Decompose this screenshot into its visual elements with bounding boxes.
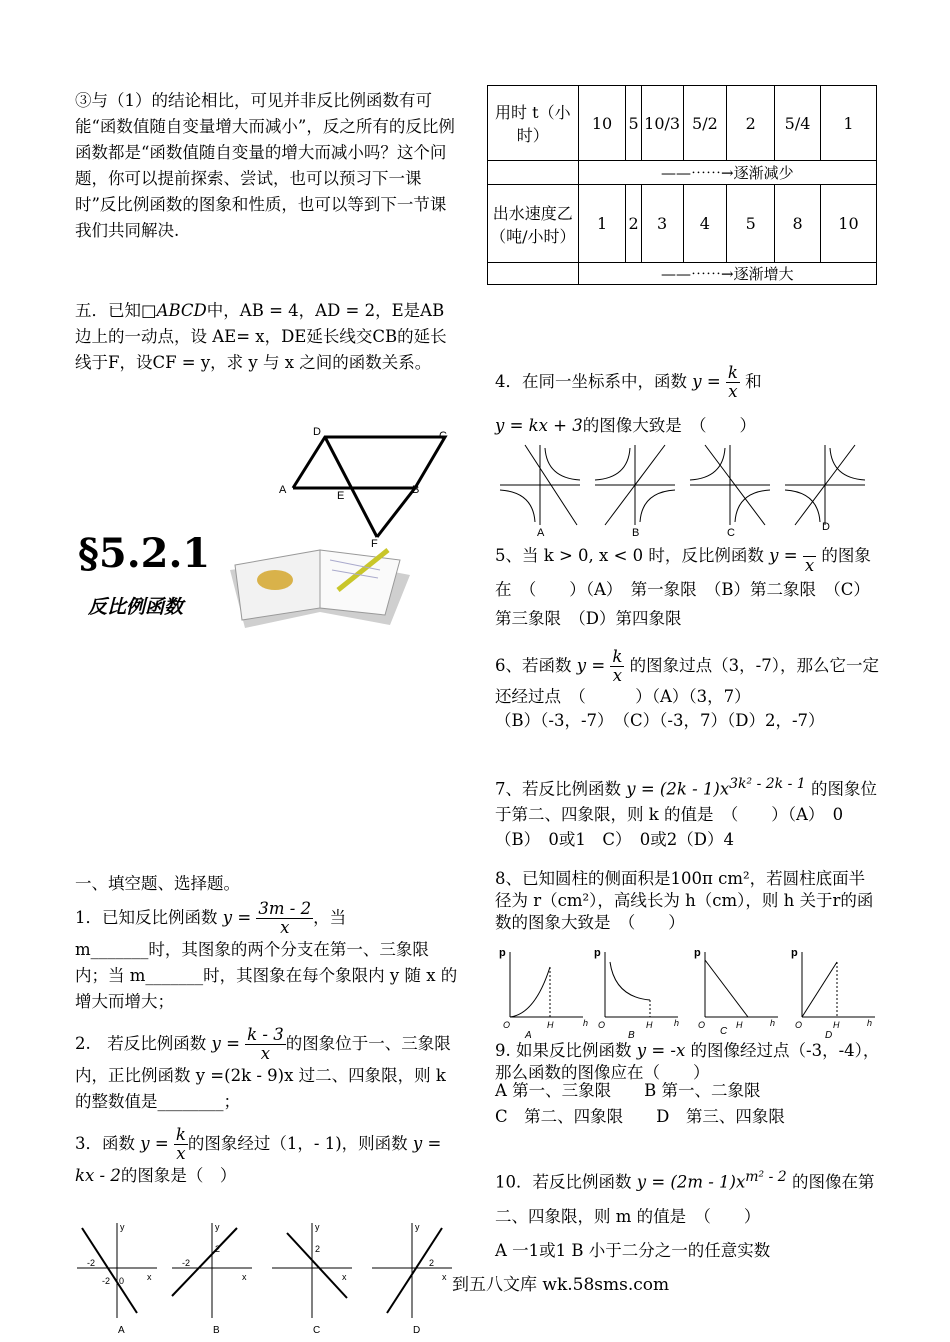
section-subtitle: 反比例函数: [88, 596, 184, 618]
part-one-heading: 一、填空题、选择题。: [75, 874, 240, 893]
svg-text:y: y: [315, 1222, 320, 1232]
svg-text:B: B: [628, 1030, 635, 1041]
q3-graph-d: [372, 1222, 452, 1336]
row1-cell: 10: [578, 86, 626, 161]
question-2: 2. 若反比例函数 y = $\frac{k - 3}{x}$ 的图象位于一、三象限内，正比例函数 y =(2k - 9)x 过二、四象限，则 k 的整数值是________；: [75, 1025, 451, 1112]
svg-text:H: H: [833, 1020, 840, 1030]
question-3: 3．函数 y = $\frac{k}{x}$ 的图象经过（1，- 1)，则函数 y = kx - 2的图象是（ ）: [75, 1125, 442, 1186]
q3-fraction: $\frac{k}{x}$: [175, 1125, 186, 1164]
q3-graph-c: [272, 1222, 352, 1336]
q5-parallelogram: □ABCD: [141, 301, 207, 320]
svg-text:A: A: [537, 527, 545, 539]
row1-cell: 5: [626, 86, 641, 161]
q3-graphs: [72, 1218, 457, 1338]
svg-text:p: p: [594, 947, 601, 959]
svg-text:B: B: [213, 1325, 220, 1336]
fig-label-a: A: [279, 484, 287, 496]
row3-cell: 5: [727, 185, 775, 263]
q2-fraction: $\frac{k - 3}{x}$: [247, 1025, 284, 1064]
row1-header: 用时 t（小时）: [488, 86, 579, 161]
q5-fraction: x: [803, 538, 816, 575]
q2-prefix: 2. 若反比例函数: [75, 1034, 207, 1054]
row1-cell: 2: [727, 86, 775, 161]
q4-fraction: $\frac{k}{x}$: [727, 362, 738, 401]
q10-text: 的图像在第二、四象限，则 m 的值是 （ ）: [495, 1172, 875, 1226]
svg-text:-2: -2: [102, 1276, 111, 1286]
row3-cell: 1: [578, 185, 626, 263]
q6-options: （B）（-3，-7） （C）（-3，7）（D）2，-7）: [495, 711, 825, 731]
svg-text:y: y: [215, 1222, 220, 1232]
svg-text:H: H: [646, 1020, 653, 1030]
q3-prefix: 3．函数: [75, 1134, 135, 1154]
question-1: 1．已知反比例函数 y = $\frac{3m - 2}{x}$ ，当 m_______时，其图象的两个分支在第一、三象限内；当 m_______时，其图象在每个象限内 y 随 x 的增大而增大；: [75, 900, 460, 1015]
q6-fraction: $\frac{k}{x}$: [612, 647, 623, 686]
svg-text:-2: -2: [182, 1258, 191, 1268]
question-five: [75, 298, 460, 376]
q5-prefix: 五．已知: [75, 301, 141, 320]
svg-text:x: x: [442, 1272, 447, 1282]
q7-exponent: 3k² - 2k - 1: [729, 776, 806, 792]
row3-cell: 4: [683, 185, 727, 263]
question-7: [495, 772, 880, 852]
paragraph-3: ③与（1）的结论相比，可见并非反比例函数有可能“函数值随自变量增大而减小”，反之所有的反比例函数都是“函数值随自变量的增大而减小吗？这个问题，你可以提前探索、尝试，也可以预习下一课时”反比例函数的图象和性质，也可以等到下一节课我们共同解决.: [75, 91, 455, 240]
q7-prefix: 7、若反比例函数: [495, 779, 621, 799]
svg-text:H: H: [736, 1020, 743, 1030]
svg-text:A: A: [118, 1325, 125, 1336]
svg-text:0: 0: [119, 1276, 125, 1286]
svg-text:O: O: [698, 1020, 706, 1030]
q8-graph-a: [499, 947, 588, 1041]
q3-end: 的图象是（ ）: [120, 1166, 237, 1186]
svg-text:h: h: [583, 1018, 589, 1028]
q9-options-2: C 第二、四象限 D 第三、四象限: [495, 1107, 785, 1126]
svg-text:C: C: [720, 1026, 728, 1037]
svg-text:x: x: [147, 1272, 152, 1282]
svg-text:O: O: [795, 1020, 803, 1030]
question-5: 5、当 k > 0, x < 0 时，反比例函数 y = x 的图象在 （ ）（A） 第一象限 （B）第二象限 （C）第三象限 （D）第四象限: [495, 538, 880, 633]
svg-text:h: h: [770, 1018, 776, 1028]
question-6: 6、若函数 y = $\frac{k}{x}$ 的图象过点（3，-7），那么它一定还经过点 （ ）（A）（3，7） （B）（-3，-7） （C）（-3，7）（D）2，-7）: [495, 648, 880, 733]
fig-label-d: D: [313, 426, 321, 438]
row3-header: 出水速度乙（吨/小时）: [488, 185, 579, 263]
q3-graph-b: [172, 1222, 252, 1336]
q10-options: A 一1或1 B 小于二分之一的任意实数: [495, 1240, 771, 1260]
q8-graphs: [495, 942, 885, 1040]
svg-text:D: D: [822, 521, 830, 533]
q4-prefix: 4．在同一坐标系中，函数: [495, 372, 687, 391]
svg-text:y: y: [120, 1222, 125, 1232]
fig-label-e: E: [337, 490, 345, 502]
q4-graph-d: [785, 445, 865, 533]
question-8: 8、已知圆柱的侧面积是100π cm²，若圆柱底面半径为 r（cm²），高线长为 h（cm），则 h 关于r的函数的图象大致是 （ ）: [495, 869, 874, 932]
svg-text:-2: -2: [87, 1258, 96, 1268]
q4-graphs: [495, 440, 885, 538]
q6-text: 的图象过点（3，-7），那么它一定还经过点 （ ）（A）（3，7）: [495, 656, 879, 707]
svg-text:p: p: [791, 947, 798, 959]
q4-end: 的图像大致是 （ ）: [582, 416, 757, 435]
svg-text:y: y: [415, 1222, 420, 1232]
svg-text:D: D: [413, 1325, 421, 1336]
q5-text: 中，AB = 4，AD = 2，E是AB边上的一动点，设 AE= x，DE延长线交CB的延长线于F，设CF = y，求 y 与 x 之间的函数关系。: [75, 301, 447, 372]
q10-function: y = (2m - 1)x: [636, 1172, 746, 1192]
q1-text: m_______时，其图象的两个分支在第一、三象限内；当 m_______时，其图象在每个象限内 y 随 x 的增大而增大；: [75, 940, 458, 1012]
row1-cell: 5/2: [683, 86, 727, 161]
svg-text:p: p: [499, 947, 506, 959]
svg-text:D: D: [825, 1030, 833, 1041]
row1-cell: 5/4: [775, 86, 821, 161]
q9-options-1: A 第一、三象限 B 第一、二象限: [495, 1081, 761, 1100]
q8-graph-b: [594, 947, 679, 1041]
q4-function: y = kx + 3: [495, 416, 583, 435]
q3-mid: 的图象经过（1，- 1)，则函数: [187, 1134, 408, 1154]
q4-graph-b: [595, 445, 675, 539]
q1-mid: ，当: [313, 908, 347, 928]
svg-text:O: O: [503, 1020, 511, 1030]
row3-cell: 2: [626, 185, 641, 263]
section-number: §5.2.1: [78, 530, 211, 577]
svg-text:2: 2: [429, 1258, 435, 1268]
q3-function: y = kx - 2: [75, 1134, 442, 1186]
svg-text:C: C: [727, 527, 735, 539]
q6-prefix: 6、若函数: [495, 656, 572, 676]
q2-text: 的图象位于一、三象限内，正比例函数 y =(2k - 9)x 过二、四象限，则 k 的整数值是________；: [75, 1034, 451, 1112]
time-speed-table: [487, 85, 877, 285]
fig-label-b: B: [412, 484, 420, 496]
question-4: 4．在同一坐标系中，函数 y = $\frac{k}{x}$ 和 y = kx + 3的图像大致是 （ ）: [495, 362, 762, 435]
svg-text:h: h: [674, 1018, 680, 1028]
q5-prefix: 5、当 k > 0, x < 0 时，反比例函数: [495, 546, 764, 566]
q7-function: y = (2k - 1)x: [626, 779, 730, 799]
svg-text:x: x: [242, 1272, 247, 1282]
q10-prefix: 10．若反比例函数: [495, 1172, 632, 1192]
row3-cell: 3: [641, 185, 683, 263]
svg-text:h: h: [867, 1018, 873, 1028]
row1-cell: 1: [820, 86, 876, 161]
svg-text:B: B: [632, 527, 640, 539]
svg-text:H: H: [547, 1020, 554, 1030]
q9-prefix: 9. 如果反比例函数: [495, 1041, 632, 1060]
q1-fraction: $\frac{3m - 2}{x}$: [258, 899, 312, 938]
q10-exponent: m² - 2: [745, 1169, 787, 1185]
book-illustration: [220, 530, 420, 640]
q8-graph-c: [694, 947, 778, 1037]
increase-row: ——⋯⋯→逐渐增大: [578, 263, 876, 285]
q3-graph-a: [77, 1222, 157, 1336]
svg-text:A: A: [525, 1030, 532, 1041]
question-10: [495, 1160, 880, 1268]
fig-label-f: F: [371, 538, 378, 550]
svg-text:x: x: [342, 1272, 347, 1282]
svg-text:2: 2: [315, 1244, 321, 1254]
q4-mid: 和: [745, 372, 762, 391]
q4-graph-a: [500, 445, 580, 539]
q7-text: 的图象位于第二、四象限，则 k 的值是 （ ）（A） 0 （B） 0或1 C） 0或2（D）4: [495, 779, 877, 849]
footer-watermark: 到五八文库 wk.58sms.com: [452, 1275, 670, 1295]
q8-graph-d: [791, 947, 875, 1041]
q4-graph-c: [690, 445, 770, 539]
q9-text: 的图像经过点（-3，-4），那么函数的图像应在（ ）: [495, 1041, 880, 1082]
svg-text:p: p: [694, 947, 701, 959]
row1-cell: 10/3: [641, 86, 683, 161]
decrease-row: ——⋯⋯→逐渐减少: [578, 161, 876, 185]
row3-cell: 8: [775, 185, 821, 263]
question-9: 9. 如果反比例函数 y = -x 的图像经过点（-3，-4），那么函数的图像应在（ ） A 第一、三象限 B 第一、二象限 C 第二、四象限 D 第三、四象限: [495, 1040, 880, 1130]
q5-text: 的图象在 （ ）（A） 第一象限 （B）第二象限 （C）第三象限 （D）第四象限: [495, 546, 871, 629]
svg-text:C: C: [313, 1325, 321, 1336]
row3-cell: 10: [820, 185, 876, 263]
svg-text:2: 2: [215, 1244, 221, 1254]
fig-label-c: C: [439, 430, 447, 442]
q1-prefix: 1．已知反比例函数: [75, 908, 218, 928]
svg-text:O: O: [598, 1020, 606, 1030]
